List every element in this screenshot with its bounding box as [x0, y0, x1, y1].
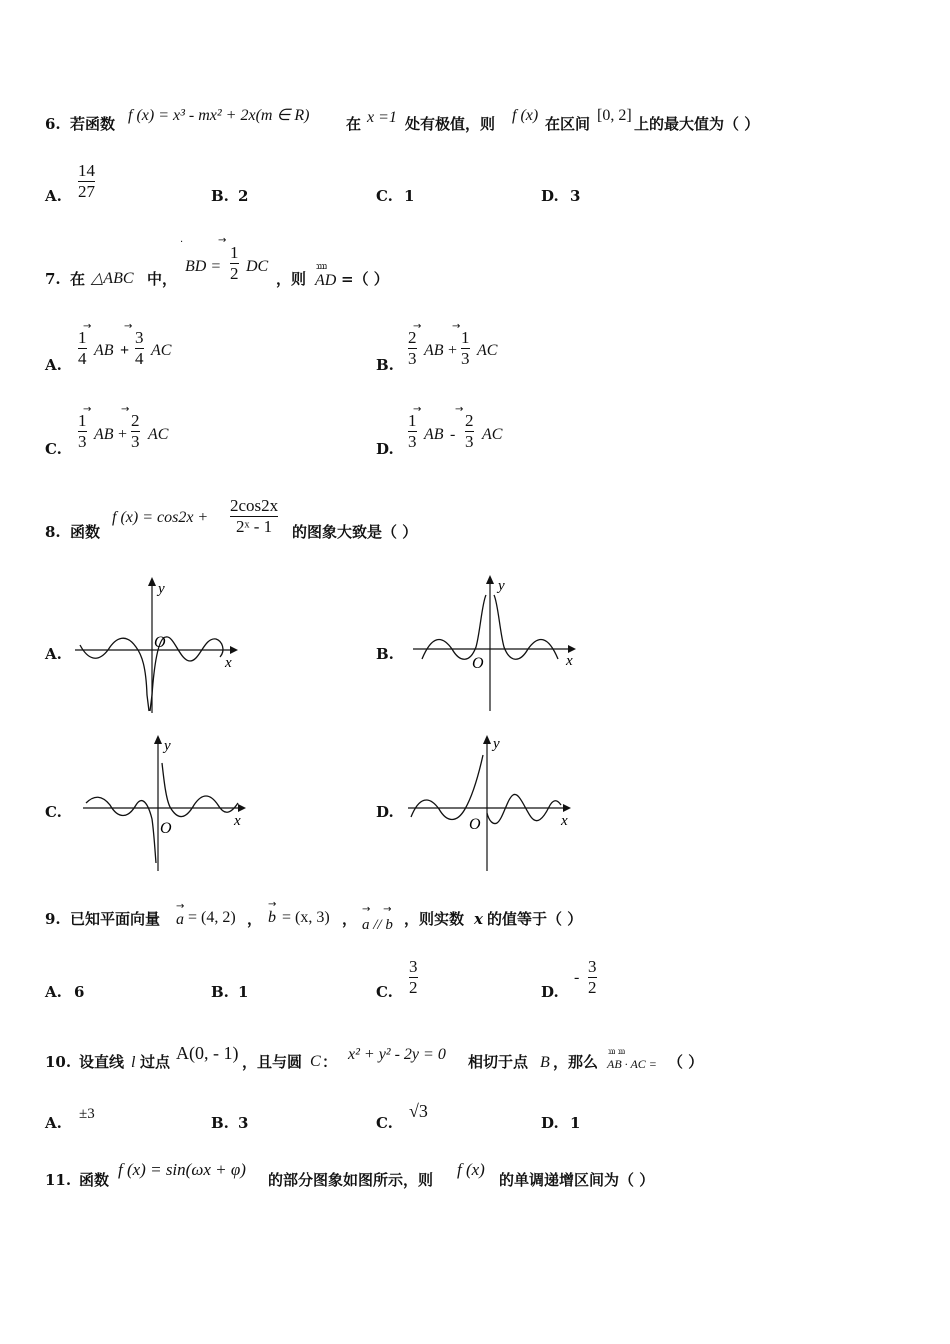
q8-d-origin: O: [469, 816, 481, 833]
q6-suffix: 上的最大值为（ ）: [634, 115, 760, 133]
q8-d-x-label: x: [561, 813, 568, 829]
q8-c-x-label: x: [234, 813, 241, 829]
q7-option-a-d1: 4: [78, 348, 87, 368]
q8-frac-den: 2ˣ - 1: [236, 516, 273, 536]
q7-option-c-arrow2-icon: →: [121, 404, 130, 415]
q10-point: A(0, - 1): [176, 1043, 239, 1063]
q7-option-c-op: +: [118, 426, 128, 443]
q10-dot-product: AB · AC =: [607, 1057, 657, 1071]
q9-option-a-label: A.: [45, 983, 62, 1001]
q8-graph-a: [70, 575, 250, 715]
q6-fx: f (x): [512, 107, 539, 124]
q7-option-d-d2: 3: [465, 431, 474, 451]
q8-a-origin: O: [154, 634, 166, 651]
q10-text3: 相切于点: [468, 1053, 529, 1071]
q8-option-d-label: D.: [376, 803, 394, 821]
q8-graph-d: [403, 733, 583, 873]
q11-text1: 的部分图象如图所示，则: [268, 1171, 434, 1189]
q7-option-a-arrow1-icon: →: [83, 321, 92, 332]
q7-half-num: 1: [230, 243, 239, 262]
q8-graph-c: [78, 733, 258, 873]
q9-suffix: 的值等于（ ）: [487, 910, 583, 928]
q7-option-b-op: +: [448, 342, 458, 359]
q8-fraction: [230, 497, 278, 536]
q9-option-d-label: D.: [541, 983, 559, 1001]
q8-prefix: 函数: [70, 523, 101, 541]
q8-c-origin: O: [160, 820, 172, 837]
q10-option-c-label: C.: [376, 1114, 393, 1132]
q7-triangle: △ABC: [91, 270, 134, 287]
q11-suffix: 的单调递增区间为（ ）: [499, 1171, 655, 1189]
q9-option-c-den: 2: [409, 977, 418, 997]
q6-condition: x =1: [367, 109, 397, 126]
q7-number: 7.: [45, 270, 61, 288]
q9-option-d-den: 2: [588, 977, 597, 997]
q7-option-a-frac1: [78, 329, 87, 368]
q6-option-a-label: A.: [45, 187, 62, 205]
q7-eq-left: BD =: [185, 258, 222, 275]
q7-option-c-v1: AB: [94, 426, 114, 443]
q7-option-b-d1: 3: [408, 348, 417, 368]
q9-option-b-label: B.: [211, 983, 229, 1001]
q10-prefix: 设直线: [79, 1053, 125, 1071]
q7-option-d-arrow2-icon: →: [455, 404, 464, 415]
q9-b-arrow-icon: →: [268, 899, 277, 910]
q10-line: l: [131, 1054, 136, 1071]
q11-number: 11.: [45, 1171, 72, 1189]
q9-option-a-value: 6: [74, 983, 85, 1001]
q6-interval: [0, 2]: [597, 107, 632, 124]
q9-sep2: ，: [342, 910, 358, 928]
q6-option-a-den: 27: [78, 181, 95, 201]
q7-option-d-n1: 1: [408, 411, 417, 430]
q8-option-a-label: A.: [45, 645, 62, 663]
q9-option-d-sign: -: [574, 969, 580, 986]
q7-half: [230, 244, 239, 283]
q9-var: x: [474, 910, 483, 928]
q6-number: 6.: [45, 115, 61, 133]
q6-text2: 处有极值，则: [405, 115, 496, 133]
q9-prefix: 已知平面向量: [70, 910, 161, 928]
q7-option-a-frac2: [135, 329, 144, 368]
q6-prefix: 若函数: [70, 115, 116, 133]
q7-option-a-n1: 1: [78, 328, 87, 347]
q10-option-b-value: 3: [238, 1114, 249, 1132]
q7-option-d-frac1: [408, 412, 417, 451]
q7-option-b-n2: 1: [461, 328, 470, 347]
q7-option-a-arrow2-icon: →: [124, 321, 133, 332]
q7-option-d-op: -: [450, 426, 456, 443]
q8-frac-num: 2cos2x: [230, 496, 279, 515]
q7-option-b-frac1: [408, 329, 417, 368]
q7-option-d-v1: AB: [424, 426, 444, 443]
q7-option-d-v2: AC: [482, 426, 503, 443]
q7-option-c-d2: 3: [131, 431, 140, 451]
q7-option-c-arrow1-icon: →: [83, 404, 92, 415]
q8-option-b-label: B.: [376, 645, 394, 663]
q7-option-c-label: C.: [45, 440, 62, 458]
q10-option-c-value: √3: [409, 1101, 428, 1121]
q6-text3: 在区间: [545, 115, 591, 133]
q9-a-arrow-icon: →: [176, 901, 185, 912]
q7-option-a-n2: 3: [135, 328, 144, 347]
q9-option-d-num: 3: [588, 957, 597, 976]
q7-option-d-label: D.: [376, 440, 394, 458]
q7-option-c-d1: 3: [78, 431, 87, 451]
q9-option-c-num: 3: [409, 957, 418, 976]
q7-option-b-v1: AB: [424, 342, 444, 359]
q8-b-y-label: y: [498, 578, 505, 594]
q10-colon: ：: [322, 1053, 338, 1071]
q6-option-c-value: 1: [404, 187, 415, 205]
q8-option-c-label: C.: [45, 803, 62, 821]
q7-option-b-arrow1-icon: →: [413, 321, 422, 332]
q10-equation: x² + y² - 2y = 0: [348, 1046, 446, 1063]
q10-text2: ，且与圆: [242, 1053, 303, 1071]
q9-number: 9.: [45, 910, 61, 928]
q8-d-y-label: y: [493, 736, 500, 752]
q7-eq-right: DC: [246, 258, 269, 275]
q9-b-vector: b: [268, 909, 276, 926]
q8-a-x-label: x: [225, 655, 232, 671]
q8-b-origin: O: [472, 655, 484, 672]
q10-option-d-value: 1: [570, 1114, 581, 1132]
q7-option-a-v2: AC: [151, 342, 172, 359]
q7-option-c-frac2: [131, 412, 140, 451]
q7-option-c-n1: 1: [78, 411, 87, 430]
q7-option-c-frac1: [78, 412, 87, 451]
q7-ad-arrow-icon: ננננ: [316, 262, 327, 272]
q9-a-vector: a: [176, 911, 184, 928]
q7-option-d-n2: 2: [465, 411, 474, 430]
q11-prefix: 函数: [79, 1171, 110, 1189]
q6-option-c-label: C.: [376, 187, 393, 205]
q8-b-x-label: x: [566, 653, 573, 669]
q6-option-b-value: 2: [238, 187, 249, 205]
q7-option-b-frac2: [461, 329, 470, 368]
q10-vector-arrows-icon: נננ נננ: [608, 1047, 625, 1056]
q7-text2: ，则: [276, 270, 307, 288]
q8-c-y-label: y: [164, 738, 171, 754]
q7-option-b-d2: 3: [461, 348, 470, 368]
q10-circle: C: [310, 1053, 321, 1070]
q6-option-b-label: B.: [211, 187, 229, 205]
q6-option-a-fraction: [78, 162, 95, 201]
q7-text1: 中，: [147, 270, 178, 288]
q10-option-a-label: A.: [45, 1114, 62, 1132]
q8-graph-b: [408, 573, 588, 713]
q7-dc-arrow-icon: →: [218, 235, 227, 246]
q10-option-a-value: ±3: [79, 1106, 95, 1122]
q7-option-d-arrow1-icon: →: [413, 404, 422, 415]
q7-option-a-label: A.: [45, 356, 62, 374]
q6-option-d-label: D.: [541, 187, 559, 205]
q9-text1: ，则实数: [404, 910, 465, 928]
q7-option-c-v2: AC: [148, 426, 169, 443]
q6-function: f (x) = x³ - mx² + 2x(m ∈ R): [128, 107, 310, 124]
q9-option-d-fraction: [588, 958, 597, 997]
q7-option-b-n1: 2: [408, 328, 417, 347]
q10-option-d-label: D.: [541, 1114, 559, 1132]
q10-point-b: B: [540, 1054, 550, 1071]
q10-text1: 过点: [140, 1053, 171, 1071]
q7-option-a-v1: AB: [94, 342, 114, 359]
q10-suffix: （ ）: [668, 1053, 704, 1071]
q11-fx: f (x): [457, 1160, 485, 1179]
q7-bd-arrow-icon: ·: [180, 237, 184, 248]
q10-option-b-label: B.: [211, 1114, 229, 1132]
q9-option-c-fraction: [409, 958, 418, 997]
q10-number: 10.: [45, 1053, 72, 1071]
q11-function: f (x) = sin(ωx + φ): [118, 1160, 246, 1179]
q7-option-b-v2: AC: [477, 342, 498, 359]
q7-option-a-op: +: [120, 342, 130, 359]
q7-option-d-d1: 3: [408, 431, 417, 451]
q9-option-c-label: C.: [376, 983, 393, 1001]
q7-option-c-n2: 2: [131, 411, 140, 430]
q9-b-value: = (x, 3): [282, 909, 330, 926]
q7-option-b-arrow2-icon: →: [452, 321, 461, 332]
q9-parallel-arrow-icon: → →: [362, 904, 392, 915]
q9-parallel: a // b: [362, 917, 393, 933]
q8-func-left: f (x) = cos2x +: [112, 509, 209, 526]
q9-a-value: = (4, 2): [188, 909, 236, 926]
q7-prefix: 在: [70, 270, 86, 288]
q7-ad: AD: [315, 272, 337, 289]
q7-option-a-d2: 4: [135, 348, 144, 368]
q7-suffix: =（ ）: [341, 270, 389, 288]
q7-option-b-label: B.: [376, 356, 394, 374]
q10-text4: ，那么: [553, 1053, 599, 1071]
q8-suffix: 的图象大致是（ ）: [292, 523, 418, 541]
q9-option-b-value: 1: [238, 983, 249, 1001]
q7-half-den: 2: [230, 263, 239, 283]
q6-option-d-value: 3: [570, 187, 581, 205]
q8-number: 8.: [45, 523, 61, 541]
q6-option-a-num: 14: [78, 161, 95, 180]
q7-option-d-frac2: [465, 412, 474, 451]
q6-text1: 在: [346, 115, 362, 133]
q8-a-y-label: y: [158, 581, 165, 597]
q9-sep1: ，: [247, 910, 263, 928]
